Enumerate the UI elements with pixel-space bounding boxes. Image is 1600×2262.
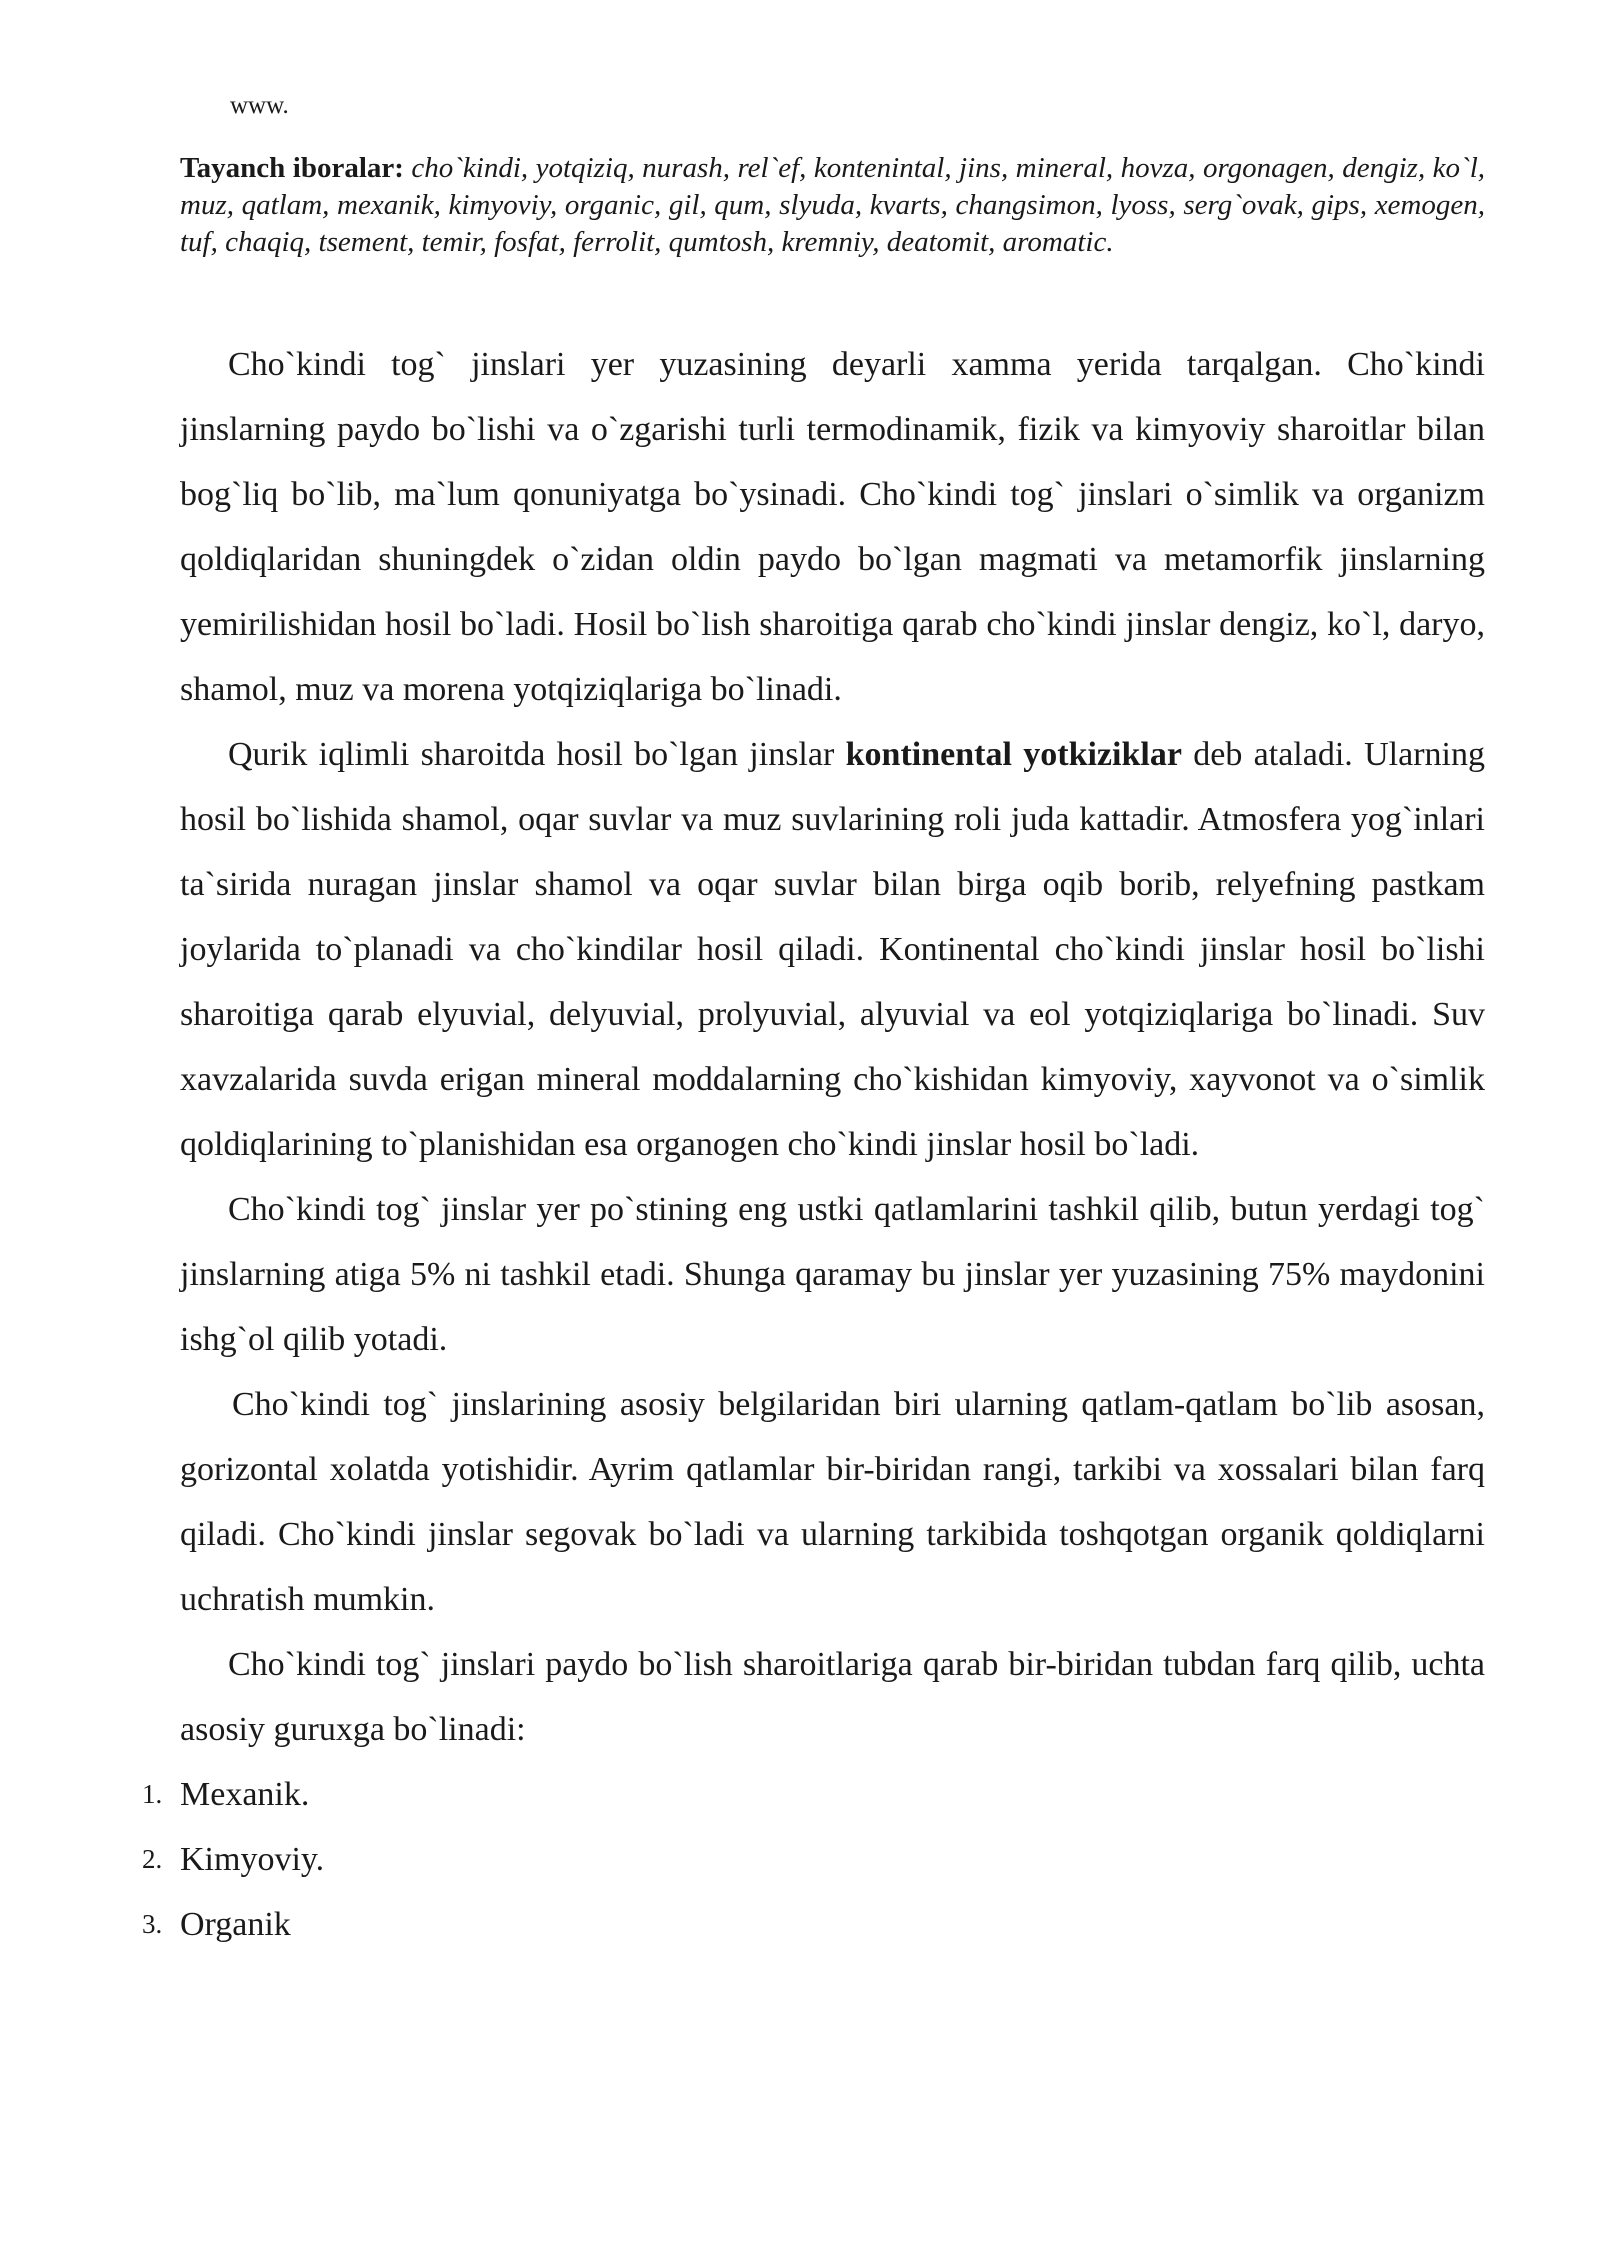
www-text: www. [230,92,289,119]
list-item [142,1762,1485,1827]
paragraph-5: Cho`kindi tog` jinslari paydo bo`lish sharoitlariga qarab bir-biridan tubdan farq qilib, uchta asosiy guruxga bo`linadi: [180,1646,1485,1748]
paragraph-3: Cho`kindi tog` jinslar yer po`stining eng ustki qatlamlarini tashkil qilib, butun yerdagi tog` jinslarning atiga 5% ni tashkil etadi. Shunga qaramay bu jinslar yer yuzasining 75% maydonini ishg`ol qilib yotadi. [180,1191,1485,1358]
list-item-number: 1. [142,1779,163,1809]
keywords-label: Tayanch iboralar: [180,152,404,184]
list-item [142,1892,1485,1957]
list-item [142,1827,1485,1892]
paragraph-2-start: Qurik iqlimli sharoitda hosil bo`lgan jinslar [228,736,846,773]
list-item-text: Mexanik. [180,1776,310,1813]
list-item-number: 3. [142,1909,163,1939]
paragraph-2-bold-term: kontinental yotkiziklar [845,736,1182,773]
list-item-text: Kimyoviy. [180,1841,325,1878]
main-text [142,332,1485,1957]
keywords-paragraph [180,150,1485,261]
group-list [142,1762,1485,1957]
paragraph-4: Cho`kindi tog` jinslarining asosiy belgilaridan biri ularning qatlam-qatlam bo`lib asosan, gorizontal xolatda yotishidir. Ayrim qatlamlar bir-biridan rangi, tarkibi va xossalari bilan farq qiladi. Cho`kindi jinslar segovak bo`ladi va ularning tarkibida toshqotgan organik qoldiqlarni uchratish mumkin. [180,1386,1485,1618]
list-item-text: Organik [180,1906,291,1943]
paragraph-1: Cho`kindi tog` jinslari yer yuzasining deyarli xamma yerida tarqalgan. Cho`kindi jinslarning paydo bo`lishi va o`zgarishi turli termodinamik, fizik va kimyoviy sharoitlar bilan bog`liq bo`lib, ma`lum qonuniyatga bo`ysinadi. Cho`kindi tog` jinslari o`simlik va organizm qoldiqlaridan shuningdek o`zidan oldin paydo bo`lgan magmati va metamorfik jinslarning yemirilishidan hosil bo`ladi. Hosil bo`lish sharoitiga qarab cho`kindi jinslar dengiz, ko`l, daryo, shamol, muz va morena yotqiziqlariga bo`linadi. [180,346,1485,708]
paragraph-2 [180,722,1485,1177]
keywords-list: cho`kindi, yotqiziq, nurash, rel`ef, kontenintal, jins, mineral, hovza, orgonagen, dengiz, ko`l, muz, qatlam, mexanik, kimyoviy, organic, gil, qum, slyuda, kvarts, changsimon, lyoss, serg`ovak, gips, xemogen, tuf, chaqiq, tsement, temir, fosfat, ferrolit, qumtosh, kremniy, deatomit, aromatic. [180,152,1486,258]
list-item-number: 2. [142,1844,163,1874]
paragraph-2-end: deb ataladi. Ularning hosil bo`lishida shamol, oqar suvlar va muz suvlarining roli juda kattadir. Atmosfera yog`inlari ta`sirida nuragan jinslar shamol va oqar suvlar bilan birga oqib borib, relyefning pastkam joylarida to`planadi va cho`kindilar hosil qiladi. Kontinental cho`kindi jinslar hosil bo`lishi sharoitiga qarab elyuvial, delyuvial, prolyuvial, alyuvial va eol yotqiziqlariga bo`linadi. Suv xavzalarida suvda erigan mineral moddalarning cho`kishidan kimyoviy, xayvonot va o`simlik qoldiqlarining to`planishidan esa organogen cho`kindi jinslar hosil bo`ladi. [180,736,1485,1163]
